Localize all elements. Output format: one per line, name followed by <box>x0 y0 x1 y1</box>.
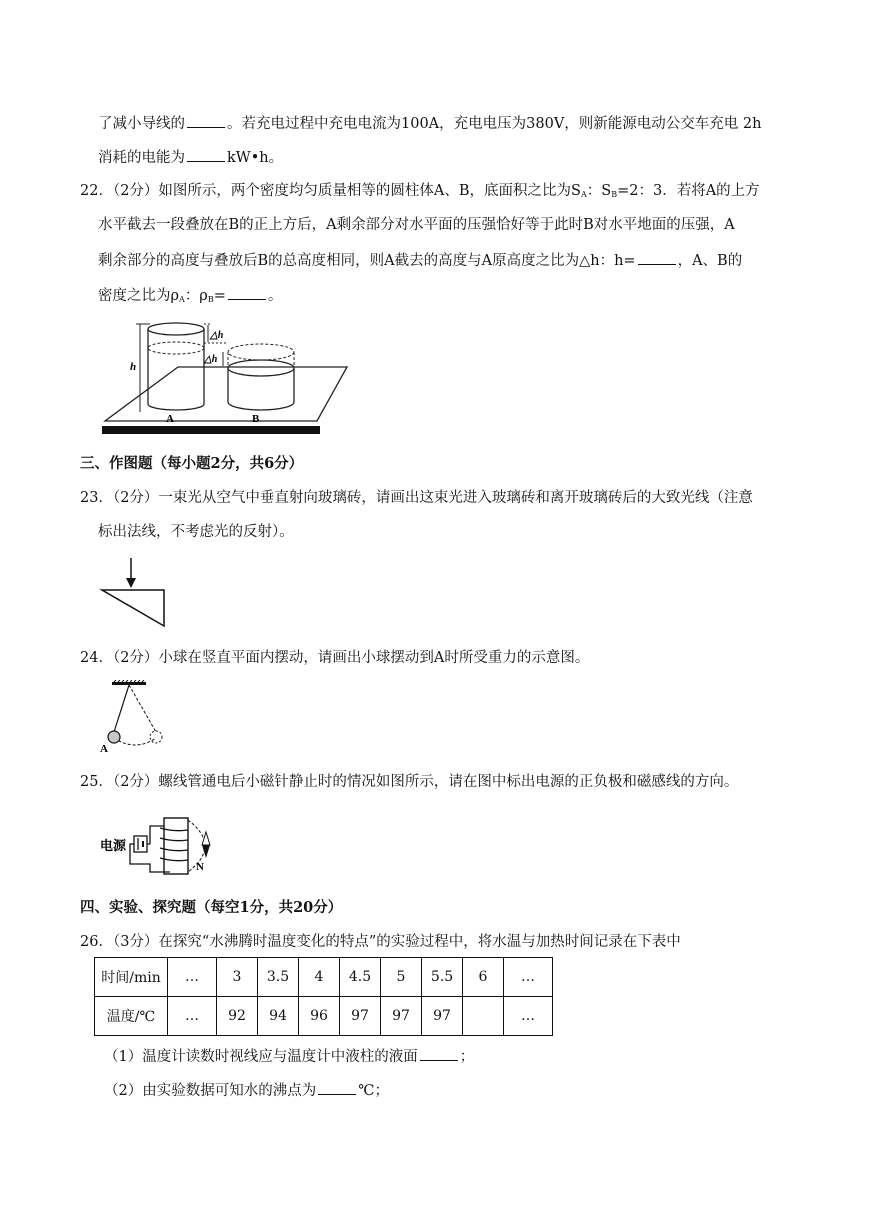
ceiling <box>112 682 146 685</box>
string <box>114 685 129 732</box>
table-cell: 4 <box>299 958 340 997</box>
glass-prism-figure <box>98 556 168 631</box>
table-row <box>95 997 553 1036</box>
label-dh-a: △h <box>210 330 224 341</box>
data-table <box>94 957 553 1036</box>
table-cell: 温度/℃ <box>95 997 168 1036</box>
answer-blank[interactable] <box>638 249 676 265</box>
table-cell: 94 <box>258 997 299 1036</box>
q26-line-1: 26．（3分）在探究“水沸腾时温度变化的特点”的实验过程中，将水温与加热时间记录在下表中 <box>80 934 681 950</box>
table-cell: 96 <box>299 997 340 1036</box>
ray-arrow-icon <box>126 578 136 588</box>
table-cell: 92 <box>217 997 258 1036</box>
ball-dashed <box>150 731 162 743</box>
table-cell: 97 <box>381 997 422 1036</box>
q25-line-1: 25．（2分）螺线管通电后小磁针静止时的情况如图所示，请在图中标出电源的正负极和磁感线的方向。 <box>80 774 739 790</box>
cylinders-figure <box>100 318 350 438</box>
q21-line-2: 消耗的电能为 kW•h。 <box>98 146 283 168</box>
table-cell: … <box>504 958 553 997</box>
label-dh-b: △h <box>204 354 218 365</box>
q26-sub-1: （1）温度计读数时视线应与温度计中液柱的液面 ； <box>104 1045 474 1067</box>
iron-core <box>164 818 188 874</box>
needle-south <box>202 832 210 845</box>
string-dashed <box>129 685 156 732</box>
swing-arc <box>114 738 156 745</box>
q22-line-4: 密度之比为$\rho_A$：$\rho_B=$ 。 <box>98 284 282 310</box>
table-cell: 3.5 <box>258 958 299 997</box>
table-cell: 97 <box>422 997 463 1036</box>
q23-line-1: 23．（2分）一束光从空气中垂直射向玻璃砖，请画出这束光进入玻璃砖和离开玻璃砖后的大致光线（注意 <box>80 490 753 506</box>
cylinder-b <box>228 344 294 410</box>
solenoid-figure <box>98 808 223 883</box>
table-cell: 4.5 <box>340 958 381 997</box>
table-cell-empty[interactable] <box>463 997 504 1036</box>
ball <box>108 731 120 743</box>
q26-sub-2: （2）由实验数据可知水的沸点为 ℃； <box>104 1079 389 1101</box>
label-h: h <box>130 361 137 373</box>
label-a: A <box>100 743 108 755</box>
label-n: N <box>196 861 204 873</box>
q23-line-2: 标出法线，不考虑光的反射）。 <box>98 524 294 540</box>
q22-line-3: 剩余部分的高度与叠放后B的总高度相同，则A截去的高度与A原高度之比为△h：h= ，A、B的 <box>98 249 742 271</box>
table-cell: … <box>504 997 553 1036</box>
table-cell: 97 <box>340 997 381 1036</box>
glass-brick <box>102 590 164 626</box>
answer-blank[interactable] <box>228 284 266 300</box>
table-cell: … <box>168 997 217 1036</box>
table-cell: 6 <box>463 958 504 997</box>
answer-blank[interactable] <box>187 146 225 162</box>
answer-blank[interactable] <box>318 1079 356 1095</box>
answer-blank[interactable] <box>420 1045 458 1061</box>
needle-north <box>202 845 210 858</box>
q21-line-1: 了减小导线的 。若充电过程中充电电流为100A，充电电压为380V，则新能源电动公交车充电 2h <box>98 112 761 134</box>
label-b: B <box>252 413 260 425</box>
q22-line-1: 22．（2分）如图所示，两个密度均匀质量相等的圆柱体A、B，底面积之比为$S_A$：$S_B=2$：3．若将A的上方 <box>80 183 760 199</box>
section-3-title: 三、作图题（每小题2分，共6分） <box>80 455 304 472</box>
table-cell: 5 <box>381 958 422 997</box>
section-4-title: 四、实验、探究题（每空1分，共20分） <box>80 899 343 916</box>
answer-blank[interactable] <box>187 112 225 128</box>
table-cell: … <box>168 958 217 997</box>
table-row <box>95 958 553 997</box>
power-label: 电源 <box>100 839 127 854</box>
table-cell: 5.5 <box>422 958 463 997</box>
label-a: A <box>166 413 174 425</box>
table-cell: 时间/min <box>95 958 168 997</box>
ground-plane <box>105 367 347 421</box>
q24-line-1: 24．（2分）小球在竖直平面内摆动，请画出小球摆动到A时所受重力的示意图。 <box>80 650 590 666</box>
ground-base <box>102 426 320 434</box>
q22-line-2: 水平截去一段叠放在B的正上方后，A剩余部分对水平面的压强恰好等于此时B对水平地面的压强，A <box>98 217 735 233</box>
pendulum-figure <box>98 680 178 755</box>
table-cell: 3 <box>217 958 258 997</box>
power-source <box>134 836 147 852</box>
